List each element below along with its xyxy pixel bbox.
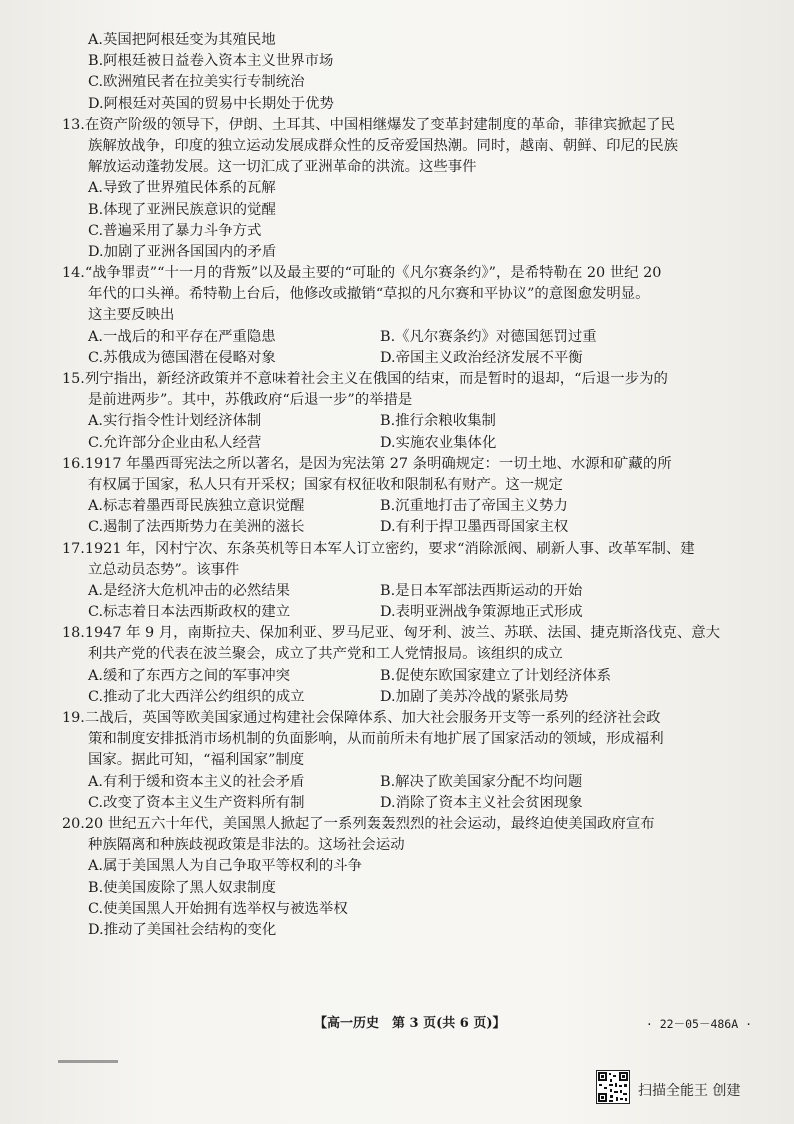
q17-stem-line-2: 立总动员态势”。该事件	[88, 561, 240, 578]
q14-stem-line-1: 14.“战争罪责”“十一月的背叛”以及最主要的“可耻的《凡尔赛条约》”，是希特勒在 20 世纪 20	[62, 265, 662, 282]
qr-code-icon	[596, 1070, 630, 1104]
q17-options-row-1	[62, 581, 752, 602]
q17-option-d: D.表明亚洲战争策源地正式形成	[380, 604, 583, 621]
q16-stem-line-1: 16.1917 年墨西哥宪法之所以著名，是因为宪法第 27 条明确规定：一切土地、水源和矿藏的所	[62, 455, 672, 472]
q20-option-a: A.属于美国黑人为自己争取平等权利的斗争	[88, 858, 362, 875]
q13-option-a: A.导致了世界殖民体系的瓦解	[88, 180, 276, 197]
exam-content	[62, 30, 752, 941]
q20-option-c: C.使美国黑人开始拥有选举权与被选举权	[88, 900, 348, 917]
q18-options-row-2	[62, 687, 752, 708]
q14-options-row-2	[62, 348, 752, 369]
scanner-watermark: 扫描全能王 创建	[638, 1083, 741, 1099]
q16-stem-line-2: 有权属于国家，私人只有开采权；国家有权征收和限制私有财产。这一规定	[88, 476, 563, 493]
q16-options-row-1	[62, 496, 752, 517]
q17-option-c: C.标志着日本法西斯政权的建立	[88, 604, 291, 621]
q18-option-d: D.加剧了美苏冷战的紧张局势	[380, 688, 569, 705]
q16-option-a: A.标志着墨西哥民族独立意识觉醒	[88, 498, 305, 515]
q17-stem-line-1: 17.1921 年，冈村宁次、东条英机等日本军人订立密约，要求“消除派阀、刷新人事、改革军制、建	[62, 540, 695, 557]
q20-option-b: B.使美国废除了黑人奴隶制度	[88, 879, 276, 896]
q18-options-row-1	[62, 666, 752, 687]
q15-options-row-1	[62, 411, 752, 432]
q15-option-d: D.实施农业集体化	[380, 434, 497, 451]
q13-stem-line-3: 解放运动蓬勃发展。这一切汇成了亚洲革命的洪流。这些事件	[88, 159, 477, 176]
q15-option-a: A.实行指令性计划经济体制	[88, 413, 262, 430]
scan-artifact-divider	[58, 1060, 118, 1063]
q15-options-row-2	[62, 433, 752, 454]
q16-option-c: C.遏制了法西斯势力在美洲的滋长	[88, 519, 305, 536]
page-footer	[62, 1014, 752, 1034]
q19-option-c: C.改变了资本主义生产资料所有制	[88, 794, 305, 811]
q14-option-a: A.一战后的和平存在严重隐患	[88, 328, 276, 345]
q14-stem-line-2: 年代的口头禅。希特勒上台后，他修改或撤销“草拟的凡尔赛和平协议”的意图愈发明显。	[88, 286, 650, 303]
q13-option-b: B.体现了亚洲民族意识的觉醒	[88, 201, 276, 218]
q16-option-b: B.沉重地打击了帝国主义势力	[380, 498, 568, 515]
q19-options-row-1	[62, 772, 752, 793]
q14-stem-line-3: 这主要反映出	[88, 307, 175, 324]
q19-options-row-2	[62, 793, 752, 814]
q15-stem-line-1: 15.列宁指出，新经济政策并不意味着社会主义在俄国的结束，而是暂时的退却，“后退一步为的	[62, 371, 668, 387]
q12-option-c: C.欧洲殖民者在拉美实行专制统治	[88, 74, 305, 91]
q15-stem-line-2: 是前进两步”。其中，苏俄政府“后退一步”的举措是	[88, 392, 413, 409]
q13-stem-line-1: 13.在资产阶级的领导下，伊朗、土耳其、中国相继爆发了变革封建制度的革命，菲律宾掀起了民	[62, 116, 675, 133]
q13-option-c: C.普遍采用了暴力斗争方式	[88, 222, 262, 239]
q14-option-b: B.《凡尔赛条约》对德国惩罚过重	[380, 328, 597, 345]
q20-stem-line-1: 20.20 世纪五六十年代，美国黑人掀起了一系列轰轰烈烈的社会运动，最终迫使美国政府宣布	[62, 815, 655, 832]
q18-stem-line-1: 18.1947 年 9 月，南斯拉夫、保加利亚、罗马尼亚、匈牙利、波兰、苏联、法国、捷克斯洛伐克、意大	[62, 625, 721, 642]
q19-option-d: D.消除了资本主义社会贫困现象	[380, 794, 583, 811]
q12-option-b: B.阿根廷被日益卷入资本主义世界市场	[88, 53, 334, 70]
q18-option-c: C.推动了北大西洋公约组织的成立	[88, 688, 305, 705]
q14-option-d: D.帝国主义政治经济发展不平衡	[380, 349, 583, 366]
exam-code: · 22－05－486A ·	[645, 1017, 752, 1031]
q18-stem-line-2: 利共产党的代表在波兰聚会，成立了共产党和工人党情报局。该组织的成立	[88, 646, 563, 663]
q17-options-row-2	[62, 602, 752, 623]
q15-option-c: C.允许部分企业由私人经营	[88, 434, 262, 451]
q12-option-a: A.英国把阿根廷变为其殖民地	[88, 32, 276, 48]
q14-option-c: C.苏俄成为德国潜在侵略对象	[88, 349, 276, 366]
q12-option-d: D.阿根廷对英国的贸易中长期处于优势	[88, 95, 334, 112]
q20-stem-line-2: 种族隔离和种族歧视政策是非法的。这场社会运动	[88, 837, 405, 854]
q19-stem-line-1: 19.二战后，英国等欧美国家通过构建社会保障体系、加大社会服务开支等一系列的经济社会政	[62, 710, 661, 726]
q13-option-d: D.加剧了亚洲各国国内的矛盾	[88, 243, 277, 260]
q19-option-b: B.解决了欧美国家分配不均问题	[380, 773, 583, 790]
q16-options-row-2	[62, 517, 752, 538]
q15-option-b: B.推行余粮收集制	[380, 413, 496, 430]
q17-option-b: B.是日本军部法西斯运动的开始	[380, 582, 583, 599]
q16-option-d: D.有利于捍卫墨西哥国家主权	[380, 519, 569, 536]
q20-option-d: D.推动了美国社会结构的变化	[88, 921, 277, 938]
q18-option-b: B.促使东欧国家建立了计划经济体系	[380, 667, 612, 684]
page-number-label: 【高一历史 第 3 页(共 6 页)】	[314, 1016, 506, 1031]
q18-option-a: A.缓和了东西方之间的军事冲突	[88, 667, 291, 684]
q19-option-a: A.有利于缓和资本主义的社会矛盾	[88, 773, 305, 790]
q13-stem-line-2: 族解放战争，印度的独立运动发展成群众性的反帝爱国热潮。同时，越南、朝鲜、印尼的民族	[88, 137, 679, 154]
q19-stem-line-3: 国家。据此可知，“福利国家”制度	[88, 752, 305, 769]
q19-stem-line-2: 策和制度安排抵消市场机制的负面影响，从而前所未有地扩展了国家活动的领域，形成福利	[88, 731, 664, 748]
q17-option-a: A.是经济大危机冲击的必然结果	[88, 582, 291, 599]
q14-options-row-1	[62, 327, 752, 348]
